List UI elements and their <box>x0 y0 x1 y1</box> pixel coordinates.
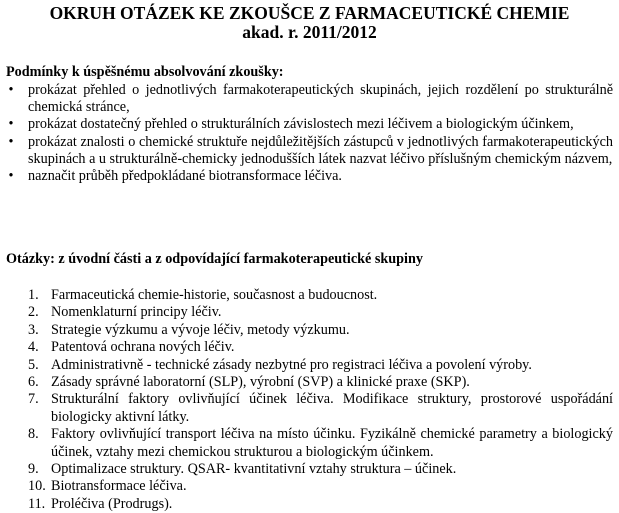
question-item <box>0 339 619 356</box>
question-text: Faktory ovlivňující transport léčiva na místo účinku. Fyzikálně chemické parametry a biologický účinek, vztahy mezi chemickou strukturou a biologickým účinkem. <box>51 426 613 460</box>
question-item <box>0 496 619 513</box>
bullet-icon: • <box>8 82 14 98</box>
question-item <box>0 287 619 304</box>
question-number: 3. <box>28 321 39 338</box>
question-item <box>0 478 619 495</box>
question-number: 6. <box>28 374 39 391</box>
condition-item <box>0 168 619 185</box>
question-text: Strategie výzkumu a vývoje léčiv, metody výzkumu. <box>51 321 350 338</box>
question-text: Farmaceutická chemie-historie, současnost a budoucnost. <box>51 287 378 303</box>
question-item <box>0 391 619 426</box>
bullet-icon: • <box>8 133 14 150</box>
condition-text: prokázat znalosti o chemické struktuře nejdůležitějších zástupců v jednotlivých farmakoterapeutických skupinách a u strukturálně-chemicky jednodušších látek nazvat léčivo příslušným chemickým názvem, <box>28 133 613 167</box>
question-number: 9. <box>28 461 39 478</box>
question-number: 7. <box>28 391 39 408</box>
condition-text: naznačit průběh předpokládané biotransformace léčiva. <box>28 168 342 185</box>
question-item <box>0 374 619 391</box>
document-title: OKRUH OTÁZEK KE ZKOUŠCE Z FARMACEUTICKÉ CHEMIE <box>49 3 570 23</box>
question-text: Patentová ochrana nových léčiv. <box>51 339 235 356</box>
condition-text: prokázat přehled o jednotlivých farmakoterapeutických skupinách, jejich rozdělení po strukturálně chemická stránce, <box>28 82 613 116</box>
question-item <box>0 461 619 478</box>
question-number: 2. <box>28 304 39 321</box>
bullet-icon: • <box>8 168 14 185</box>
question-number: 1. <box>28 287 39 303</box>
question-text: Zásady správné laboratorní (SLP), výrobní (SVP) a klinické praxe (SKP). <box>51 374 470 391</box>
question-text: Strukturální faktory ovlivňující účinek léčiva. Modifikace struktury, prostorové uspořádání biologicky aktivní látky. <box>51 391 613 425</box>
question-text: Optimalizace struktury. QSAR- kvantitativní vztahy struktura – účinek. <box>51 461 457 478</box>
questions-list <box>0 287 619 513</box>
question-number: 8. <box>28 426 39 443</box>
question-text: Biotransformace léčiva. <box>51 478 187 495</box>
question-text: Administrativně - technické zásady nezbytné pro registraci léčiva a povolení výroby. <box>51 356 532 373</box>
question-number: 4. <box>28 339 39 356</box>
question-item <box>0 322 619 339</box>
bullet-icon: • <box>8 116 14 133</box>
academic-year: akad. r. 2011/2012 <box>242 22 377 42</box>
question-item <box>0 426 619 461</box>
question-text: Proléčiva (Prodrugs). <box>51 495 173 512</box>
question-item <box>0 304 619 321</box>
question-number: 5. <box>28 356 39 373</box>
condition-item <box>0 82 619 116</box>
condition-item <box>0 116 619 133</box>
question-item <box>0 357 619 374</box>
conditions-list <box>0 82 619 185</box>
conditions-heading: Podmínky k úspěšnému absolvování zkoušky: <box>6 64 284 80</box>
question-number: 11. <box>28 495 46 512</box>
condition-text: prokázat dostatečný přehled o strukturálních závislostech mezi léčivem a biologickým účinkem, <box>28 116 574 133</box>
question-number: 10. <box>28 478 46 495</box>
questions-heading: Otázky: z úvodní části a z odpovídající farmakoterapeutické skupiny <box>6 251 423 267</box>
condition-item <box>0 134 619 168</box>
question-text: Nomenklaturní principy léčiv. <box>51 304 222 321</box>
